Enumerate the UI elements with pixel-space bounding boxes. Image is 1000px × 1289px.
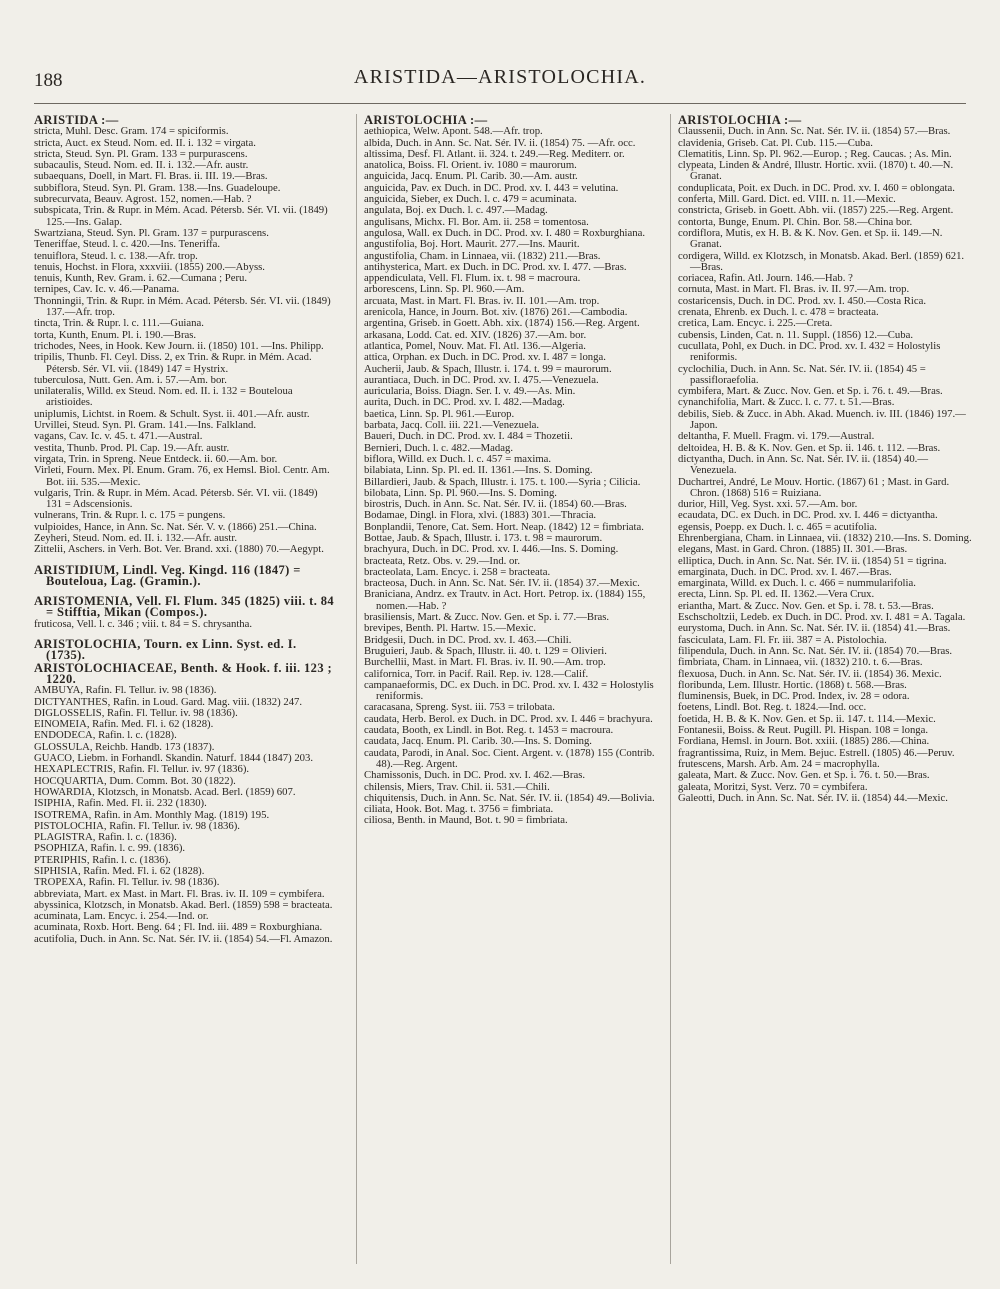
- entry: caudata, Jacq. Enum. Pl. Carib. 30.—Ins. S. Doming.: [364, 735, 592, 748]
- entry: anatolica, Boiss. Fl. Orient. iv. 1080 = maurorum.: [364, 159, 577, 172]
- entry: campanaeformis, DC. ex Duch. in DC. Prod. xv. I. 432 = Holostylis reniformis.: [364, 678, 654, 703]
- entry: cornuta, Mast. in Mart. Fl. Bras. iv. II. 97.—Am. trop.: [678, 283, 910, 296]
- entry: Bonplandii, Tenore, Cat. Sem. Hort. Neap. (1842) 12 = fimbriata.: [364, 520, 644, 533]
- entry: PSOPHIZA, Rafin. l. c. 99. (1836).: [34, 842, 186, 855]
- entry: cynanchifolia, Mart. & Zucc. l. c. 77. t. 51.—Bras.: [678, 396, 895, 409]
- entry: vestita, Thunb. Prod. Pl. Cap. 19.—Afr. austr.: [34, 441, 230, 454]
- entry: crenata, Ehrenb. ex Duch. l. c. 478 = bracteata.: [678, 306, 879, 319]
- entry: GUACO, Liebm. in Forhandl. Skandin. Naturf. 1844 (1847) 203.: [34, 752, 314, 765]
- entry: torta, Kunth, Enum. Pl. i. 190.—Bras.: [34, 328, 197, 341]
- entry: conferta, Mill. Gard. Dict. ed. VIII. n. 11.—Mexic.: [678, 193, 896, 206]
- entry: Teneriffae, Steud. l. c. 420.—Ins. Teneriffa.: [34, 238, 221, 251]
- entry: barbata, Jacq. Coll. iii. 221.—Venezuela.: [364, 419, 540, 432]
- entry: acuminata, Lam. Encyc. i. 254.—Ind. or.: [34, 910, 209, 923]
- column-middle: [356, 114, 660, 1264]
- entry: cyclochilia, Duch. in Ann. Sc. Nat. Sér. IV. ii. (1854) 45 = passifloraefolia.: [678, 362, 926, 386]
- entry: Ehrenbergiana, Cham. in Linnaea, vii. (1832) 210.—Ins. S. Doming.: [678, 531, 972, 544]
- entry: subspicata, Trin. & Rupr. in Mém. Acad. Pétersb. Sér. VI. vii. (1849) 125.—Ins. Galap.: [34, 204, 328, 228]
- entry: stricta, Muhl. Desc. Gram. 174 = spiciformis.: [34, 125, 229, 138]
- entry: anguicida, Pav. ex Duch. in DC. Prod. xv. I. 443 = velutina.: [364, 181, 619, 194]
- entry: foetida, H. B. & K. Nov. Gen. et Sp. ii. 147. t. 114.—Mexic.: [678, 712, 936, 725]
- entry: bilobata, Linn. Sp. Pl. 960.—Ins. S. Doming.: [364, 486, 557, 499]
- entry: Chamissonis, Duch. in DC. Prod. xv. I. 462.—Bras.: [364, 769, 586, 782]
- entry: durior, Hill, Veg. Syst. xxi. 57.—Am. bor.: [678, 498, 858, 511]
- entry: subrecurvata, Beauv. Agrost. 152, nomen.—Hab. ?: [34, 193, 252, 206]
- genus-heading: ARISTOLOCHIA, Tourn. ex Linn. Syst. ed. I. (1735).: [34, 637, 297, 663]
- entry: Urvillei, Steud. Syn. Pl. Gram. 141.—Ins. Falkland.: [34, 419, 257, 432]
- entry: Zittelii, Aschers. in Verh. Bot. Ver. Brand. xxi. (1880) 70.—Aegypt.: [34, 543, 324, 556]
- entry: PTERIPHIS, Rafin. l. c. (1836).: [34, 853, 171, 866]
- entry: Fontanesii, Boiss. & Reut. Pugill. Pl. Hispan. 108 = longa.: [678, 724, 929, 737]
- entry: costaricensis, Duch. in DC. Prod. xv. I. 450.—Costa Rica.: [678, 294, 927, 307]
- entry: attica, Orphan. ex Duch. in DC. Prod. xv. I. 487 = longa.: [364, 351, 606, 364]
- entry: DIGLOSSELIS, Rafin. Fl. Tellur. iv. 98 (1836).: [34, 706, 238, 719]
- entry: appendiculata, Vell. Fl. Flum. ix. t. 98 = macroura.: [364, 272, 581, 285]
- entry: angustifolia, Cham. in Linnaea, vii. (1832) 211.—Bras.: [364, 249, 601, 262]
- entry: caudata, Herb. Berol. ex Duch. in DC. Prod. xv. I. 446 = brachyura.: [364, 712, 653, 725]
- entry: arenicola, Hance, in Journ. Bot. xiv. (1876) 261.—Cambodia.: [364, 306, 628, 319]
- entry: tuberculosa, Nutt. Gen. Am. i. 57.—Am. bor.: [34, 373, 227, 386]
- entry: cordiflora, Mutis, ex H. B. & K. Nov. Gen. et Sp. ii. 149.—N. Granat.: [678, 226, 943, 251]
- entry: ciliata, Hook. Bot. Mag. t. 3756 = fimbriata.: [364, 803, 554, 816]
- entry: caracasana, Spreng. Syst. iii. 753 = trilobata.: [364, 701, 555, 714]
- entry: coriacea, Rafin. Atl. Journ. 146.—Hab. ?: [678, 272, 853, 285]
- entry: acutifolia, Duch. in Ann. Sc. Nat. Sér. IV. ii. (1854) 54.—Fl. Amazon.: [34, 932, 333, 945]
- entry: atlantica, Pomel, Nouv. Mat. Fl. Atl. 136.—Algeria.: [364, 339, 586, 352]
- entry: tenuis, Hochst. in Flora, xxxviii. (1855) 200.—Abyss.: [34, 260, 265, 273]
- entry: constricta, Griseb. in Goett. Abh. vii. (1857) 225.—Reg. Argent.: [678, 204, 954, 217]
- entry: Fordiana, Hemsl. in Journ. Bot. xxiii. (1885) 286.—China.: [678, 735, 930, 748]
- column-right: [670, 114, 974, 1264]
- entry: Burchellii, Mast. in Mart. Fl. Bras. iv. II. 90.—Am. trop.: [364, 656, 606, 669]
- genus-heading: ARISTOLOCHIACEAE, Benth. & Hook. f. iii. 123 ; 1220.: [34, 660, 333, 686]
- entry: birostris, Duch. in Ann. Sc. Nat. Sér. IV. ii. (1854) 60.—Bras.: [364, 498, 627, 511]
- entry: frutescens, Marsh. Arb. Am. 24 = macrophylla.: [678, 757, 880, 770]
- entry: argentina, Griseb. in Goett. Abh. xix. (1874) 156.—Reg. Argent.: [364, 317, 640, 330]
- entry: anguicida, Sieber, ex Duch. l. c. 479 = acuminata.: [364, 193, 577, 206]
- header-rule: [34, 103, 966, 104]
- entry: brevipes, Benth. Pl. Hartw. 15.—Mexic.: [364, 622, 537, 635]
- entry: Virleti, Fourn. Mex. Pl. Enum. Gram. 76, ex Hemsl. Biol. Centr. Am. Bot. iii. 535.—Mexic.: [34, 464, 330, 488]
- entry: Claussenii, Duch. in Ann. Sc. Nat. Sér. IV. ii. (1854) 57.—Bras.: [678, 125, 951, 138]
- entry: eriantha, Mart. & Zucc. Nov. Gen. et Sp. i. 78. t. 53.—Bras.: [678, 599, 934, 612]
- entry: angulisans, Michx. Fl. Bor. Am. ii. 258 = tomentosa.: [364, 215, 589, 228]
- entry: Baueri, Duch. in DC. Prod. xv. I. 484 = Thozetii.: [364, 430, 573, 443]
- entry: virgata, Trin. in Spreng. Neue Entdeck. ii. 60.—Am. bor.: [34, 452, 278, 465]
- entry: trichodes, Nees, in Hook. Kew Journ. ii. (1850) 101. —Ins. Philipp.: [34, 339, 324, 352]
- entry: abbreviata, Mart. ex Mast. in Mart. Fl. Bras. iv. II. 109 = cymbifera.: [34, 887, 325, 900]
- entry: subaequans, Doell, in Mart. Fl. Bras. ii. III. 19.—Bras.: [34, 170, 268, 183]
- entry: elegans, Mast. in Gard. Chron. (1885) II. 301.—Bras.: [678, 543, 908, 556]
- column-left: [34, 114, 336, 1264]
- entry: ecaudata, DC. ex Duch. in DC. Prod. xv. I. 446 = dictyantha.: [678, 509, 938, 522]
- entry: tincta, Trin. & Rupr. l. c. 111.—Guiana.: [34, 317, 204, 330]
- entry: emarginata, Duch. in DC. Prod. xv. I. 467.—Bras.: [678, 565, 892, 578]
- entry: bracteosa, Duch. in Ann. Sc. Nat. Sér. IV. ii. (1854) 37.—Mexic.: [364, 577, 640, 590]
- running-head: ARISTIDA—ARISTOLOCHIA.: [353, 66, 647, 88]
- entry: AMBUYA, Rafin. Fl. Tellur. iv. 98 (1836).: [34, 684, 217, 697]
- entry: Bernieri, Duch. l. c. 482.—Madag.: [364, 441, 513, 454]
- entry: contorta, Bunge, Enum. Pl. Chin. Bor. 58.—China bor.: [678, 215, 913, 228]
- entry: galeata, Moritzi, Syst. Verz. 70 = cymbifera.: [678, 780, 868, 793]
- entry: clypeata, Linden & André, Illustr. Hortic. xvii. (1870) t. 40.—N. Granat.: [678, 159, 954, 183]
- entry: chiquitensis, Duch. in Ann. Sc. Nat. Sér. IV. ii. (1854) 49.—Bolivia.: [364, 791, 655, 804]
- entry: Bodamae, Dingl. in Flora, xlvi. (1883) 301.—Thracia.: [364, 509, 597, 522]
- entry: deltoidea, H. B. & K. Nov. Gen. et Sp. ii. 146. t. 112. —Bras.: [678, 441, 941, 454]
- genus-heading: ARISTOMENIA, Vell. Fl. Flum. 345 (1825) viii. t. 84 = Stifftia, Mikan (Compos.).: [34, 594, 335, 620]
- entry: uniplumis, Lichtst. in Roem. & Schult. Syst. ii. 401.—Afr. austr.: [34, 407, 310, 420]
- entry: Clematitis, Linn. Sp. Pl. 962.—Europ. ; Reg. Caucas. ; As. Min.: [678, 147, 952, 160]
- entry: deltantha, F. Muell. Fragm. vi. 179.—Austral.: [678, 430, 875, 443]
- entry: cubensis, Linden, Cat. n. 11. Suppl. (1856) 12.—Cuba.: [678, 328, 914, 341]
- entry: Swartziana, Steud. Syn. Pl. Gram. 137 = purpurascens.: [34, 226, 269, 239]
- genus-heading: ARISTIDA :—: [34, 114, 119, 127]
- entry: tripilis, Thunb. Fl. Ceyl. Diss. 2, ex Trin. & Rupr. in Mém. Acad. Pétersb. Sér. VI. vii. (1849) 147 = Hystrix.: [34, 351, 312, 375]
- genus-heading: ARISTIDIUM, Lindl. Veg. Kingd. 116 (1847) = Bouteloua, Lag. (Gramin.).: [34, 562, 301, 588]
- entry: vagans, Cav. Ic. v. 45. t. 471.—Austral.: [34, 430, 203, 443]
- entry: foetens, Lindl. Bot. Reg. t. 1824.—Ind. occ.: [678, 701, 867, 714]
- entry: cretica, Lam. Encyc. i. 225.—Creta.: [678, 317, 833, 330]
- entry: fruticosa, Vell. l. c. 346 ; viii. t. 84 = S. chrysantha.: [34, 617, 253, 630]
- entry: vulnerans, Trin. & Rupr. l. c. 175 = pungens.: [34, 509, 226, 522]
- entry: clavidenia, Griseb. Cat. Pl. Cub. 115.—Cuba.: [678, 136, 873, 149]
- entry: bilabiata, Linn. Sp. Pl. ed. II. 1361.—Ins. S. Doming.: [364, 464, 593, 477]
- entry: arborescens, Linn. Sp. Pl. 960.—Am.: [364, 283, 525, 296]
- entry: antihysterica, Mart. ex Duch. in DC. Prod. xv. I. 477. —Bras.: [364, 260, 627, 273]
- entry: Bridgesii, Duch. in DC. Prod. xv. I. 463.—Chili.: [364, 633, 572, 646]
- entry: dictyantha, Duch. in Ann. Sc. Nat. Sér. IV. ii. (1854) 40.—Venezuela.: [678, 452, 929, 477]
- entry: baetica, Linn. Sp. Pl. 961.—Europ.: [364, 407, 515, 420]
- entry: galeata, Mart. & Zucc. Nov. Gen. et Sp. i. 76. t. 50.—Bras.: [678, 769, 930, 782]
- entry: californica, Torr. in Pacif. Rail. Rep. iv. 128.—Calif.: [364, 667, 589, 680]
- entry: aethiopica, Welw. Apont. 548.—Afr. trop.: [364, 125, 543, 138]
- genus-heading: ARISTOLOCHIA :—: [364, 114, 488, 127]
- entry: angulata, Boj. ex Duch. l. c. 497.—Madag.: [364, 204, 548, 217]
- entry: Braniciana, Andrz. ex Trautv. in Act. Hort. Petrop. ix. (1884) 155, nomen.—Hab. ?: [364, 588, 646, 612]
- entry: elliptica, Duch. in Ann. Sc. Nat. Sér. IV. ii. (1854) 51 = tigrina.: [678, 554, 947, 567]
- entry: filipendula, Duch. in Ann. Sc. Nat. Sér. IV. ii. (1854) 70.—Bras.: [678, 644, 953, 657]
- entry: arkasana, Lodd. Cat. ed. XIV. (1826) 37.—Am. bor.: [364, 328, 587, 341]
- entry: bracteata, Retz. Obs. v. 29.—Ind. or.: [364, 554, 521, 567]
- entry: aurantiaca, Duch. in DC. Prod. xv. I. 475.—Venezuela.: [364, 373, 599, 386]
- entry: HOWARDIA, Klotzsch, in Monatsb. Acad. Berl. (1859) 607.: [34, 785, 296, 798]
- entry: stricta, Auct. ex Steud. Nom. ed. II. i. 132 = virgata.: [34, 136, 256, 149]
- entry: vulgaris, Trin. & Rupr. in Mém. Acad. Pétersb. Sér. VI. vii. (1849) 131 = Adscensionis.: [34, 486, 318, 511]
- entry: arcuata, Mast. in Mart. Fl. Bras. iv. II. 101.—Am. trop.: [364, 294, 600, 307]
- entry: chilensis, Miers, Trav. Chil. ii. 531.—Chili.: [364, 780, 550, 793]
- entry: tenuis, Kunth, Rev. Gram. i. 62.—Cumana ; Peru.: [34, 272, 248, 285]
- entry: debilis, Sieb. & Zucc. in Abh. Akad. Muench. iv. III. (1846) 197.—Japon.: [678, 407, 966, 432]
- entry: bracteolata, Lam. Encyc. i. 258 = bracteata.: [364, 565, 551, 578]
- entry: EINOMEIA, Rafin. Med. Fl. i. 62 (1828).: [34, 718, 214, 731]
- entry: auricularia, Boiss. Diagn. Ser. I. v. 49.—As. Min.: [364, 385, 576, 398]
- entry: conduplicata, Poit. ex Duch. in DC. Prod. xv. I. 460 = oblongata.: [678, 181, 955, 194]
- entry: albida, Duch. in Ann. Sc. Nat. Sér. IV. ii. (1854) 75. —Afr. occ.: [364, 136, 636, 149]
- entry: unilateralis, Willd. ex Steud. Nom. ed. II. i. 132 = Bouteloua aristioides.: [34, 385, 293, 409]
- entry: Bottae, Jaub. & Spach, Illustr. i. 173. t. 98 = maurorum.: [364, 531, 603, 544]
- entry: TROPEXA, Rafin. Fl. Tellur. iv. 98 (1836).: [34, 876, 220, 889]
- entry: subbiflora, Steud. Syn. Pl. Gram. 138.—Ins. Guadeloupe.: [34, 181, 281, 194]
- entry: caudata, Parodi, in Anal. Soc. Cient. Argent. v. (1878) 155 (Contrib. 48).—Reg. Argent.: [364, 746, 655, 770]
- entry: Thonningii, Trin. & Rupr. in Mém. Acad. Pétersb. Sér. VI. vii. (1849) 137.—Afr. trop.: [34, 294, 331, 319]
- entry: PLAGISTRA, Rafin. l. c. (1836).: [34, 831, 177, 844]
- entry: stricta, Steud. Syn. Pl. Gram. 133 = purpurascens.: [34, 147, 248, 160]
- entry: ENDODECA, Rafin. l. c. (1828).: [34, 729, 177, 742]
- entry: cymbifera, Mart. & Zucc. Nov. Gen. et Sp. i. 76. t. 49.—Bras.: [678, 385, 943, 398]
- entry: fimbriata, Cham. in Linnaea, vii. (1832) 210. t. 6.—Bras.: [678, 656, 923, 669]
- entry: fragrantissima, Ruiz, in Mem. Bejuc. Estrell. (1805) 46.—Peruv.: [678, 746, 955, 759]
- entry: Zeyheri, Steud. Nom. ed. II. i. 132.—Afr. austr.: [34, 531, 238, 544]
- entry: Eschscholtzii, Ledeb. ex Duch. in DC. Prod. xv. I. 481 = A. Tagala.: [678, 611, 966, 624]
- entry: DICTYANTHES, Rafin. in Loud. Gard. Mag. viii. (1832) 247.: [34, 695, 303, 708]
- genus-heading: ARISTOLOCHIA :—: [678, 114, 802, 127]
- entry: Duchartrei, André, Le Mouv. Hortic. (1867) 61 ; Mast. in Gard. Chron. (1868) 516 = Ruiziana.: [678, 475, 950, 499]
- entry: GLOSSULA, Reichb. Handb. 173 (1837).: [34, 740, 215, 753]
- entry: Aucherii, Jaub. & Spach, Illustr. i. 174. t. 99 = maurorum.: [364, 362, 612, 375]
- entry: HOCQUARTIA, Dum. Comm. Bot. 30 (1822).: [34, 774, 236, 787]
- entry: tenuiflora, Steud. l. c. 138.—Afr. trop.: [34, 249, 198, 262]
- entry: flexuosa, Duch. in Ann. Sc. Nat. Sér. IV. ii. (1854) 36. Mexic.: [678, 667, 942, 680]
- entry: Billardieri, Jaub. & Spach, Illustr. i. 175. t. 100.—Syria ; Cilicia.: [364, 475, 641, 488]
- entry: vulpioides, Hance, in Ann. Sc. Nat. Sér. V. v. (1866) 251.—China.: [34, 520, 317, 533]
- page-number: 188: [34, 70, 63, 91]
- entry: biflora, Willd. ex Duch. l. c. 457 = maxima.: [364, 452, 552, 465]
- entry: fluminensis, Buek, in DC. Prod. Index, iv. 28 = odora.: [678, 690, 910, 703]
- entry: acuminata, Roxb. Hort. Beng. 64 ; Fl. Ind. iii. 489 = Roxburghiana.: [34, 921, 323, 934]
- entry: Galeotti, Duch. in Ann. Sc. Nat. Sér. IV. ii. (1854) 44.—Mexic.: [678, 791, 948, 804]
- entry: Bruguieri, Jaub. & Spach, Illustr. ii. 40. t. 129 = Olivieri.: [364, 644, 607, 657]
- entry: egensis, Poepp. ex Duch. l. c. 465 = acutifolia.: [678, 520, 877, 533]
- entry: PISTOLOCHIA, Rafin. Fl. Tellur. iv. 98 (1836).: [34, 819, 240, 832]
- entry: SIPHISIA, Rafin. Med. Fl. i. 62 (1828).: [34, 865, 205, 877]
- entry: anguicida, Jacq. Enum. Pl. Carib. 30.—Am. austr.: [364, 170, 578, 183]
- entry: ternipes, Cav. Ic. v. 46.—Panama.: [34, 283, 180, 296]
- entry: subacaulis, Steud. Nom. ed. II. i. 132.—Afr. austr.: [34, 159, 249, 172]
- entry: angulosa, Wall. ex Duch. in DC. Prod. xv. I. 480 = Roxburghiana.: [364, 226, 646, 239]
- entry: erecta, Linn. Sp. Pl. ed. II. 1362.—Vera Crux.: [678, 588, 875, 601]
- entry: abyssinica, Klotzsch, in Monatsb. Akad. Berl. (1859) 598 = bracteata.: [34, 898, 333, 911]
- entry: caudata, Booth, ex Lindl. in Bot. Reg. t. 1453 = macroura.: [364, 724, 614, 737]
- entry: ISIPHIA, Rafin. Med. Fl. ii. 232 (1830).: [34, 797, 207, 810]
- entry: emarginata, Willd. ex Duch. l. c. 466 = nummularifolia.: [678, 577, 916, 590]
- entry: cordigera, Willd. ex Klotzsch, in Monatsb. Akad. Berl. (1859) 621.—Bras.: [678, 249, 965, 273]
- entry: brachyura, Duch. in DC. Prod. xv. I. 446.—Ins. S. Doming.: [364, 543, 619, 556]
- entry: aurita, Duch. in DC. Prod. xv. I. 482.—Madag.: [364, 396, 565, 409]
- entry: brasiliensis, Mart. & Zucc. Nov. Gen. et Sp. i. 77.—Bras.: [364, 611, 610, 624]
- entry: cucullata, Pohl, ex Duch. in DC. Prod. xv. I. 432 = Holostylis reniformis.: [678, 339, 941, 364]
- entry: floribunda, Lem. Illustr. Hortic. (1868) t. 568.—Bras.: [678, 678, 907, 691]
- entry: eurystoma, Duch. in Ann. Sc. Nat. Sér. IV. ii. (1854) 41.—Bras.: [678, 622, 951, 635]
- entry: angustifolia, Boj. Hort. Maurit. 277.—Ins. Maurit.: [364, 238, 580, 251]
- entry: ciliosa, Benth. in Maund, Bot. t. 90 = fimbriata.: [364, 814, 568, 827]
- entry: ISOTREMA, Rafin. in Am. Monthly Mag. (1819) 195.: [34, 808, 270, 821]
- entry: HEXAPLECTRIS, Rafin. Fl. Tellur. iv. 97 (1836).: [34, 763, 250, 776]
- entry: altissima, Desf. Fl. Atlant. ii. 324. t. 249.—Reg. Mediterr. or.: [364, 147, 625, 160]
- entry: fasciculata, Lam. Fl. Fr. iii. 387 = A. Pistolochia.: [678, 633, 887, 646]
